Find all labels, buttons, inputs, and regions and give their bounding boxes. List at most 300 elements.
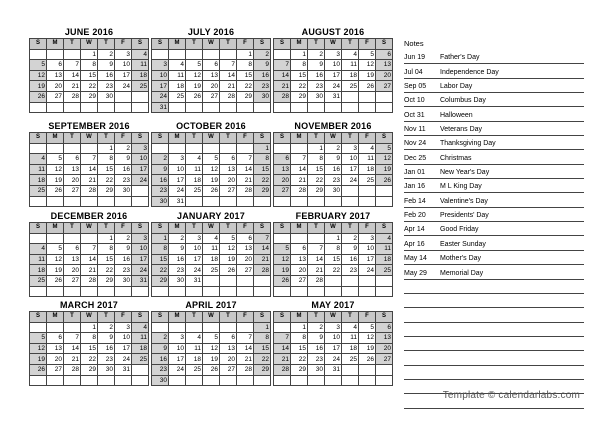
day-cell: 4 [169, 60, 186, 71]
empty-cell [152, 322, 169, 333]
day-cell: 13 [220, 343, 237, 354]
day-cell: 8 [254, 154, 271, 165]
day-cell: 19 [274, 265, 291, 276]
day-cell: 23 [152, 364, 169, 375]
day-cell: 30 [169, 275, 186, 286]
holiday-name: Valentine's Day [440, 197, 488, 205]
day-cell: 3 [169, 333, 186, 344]
day-cell: 4 [203, 233, 220, 244]
day-cell: 26 [30, 364, 47, 375]
day-cell: 21 [237, 354, 254, 365]
weekday-header: S [376, 133, 393, 144]
empty-cell [308, 196, 325, 207]
holiday-date: Nov 24 [404, 140, 427, 148]
week-row [152, 185, 271, 196]
weekday-header: T [342, 223, 359, 234]
day-cell: 18 [342, 343, 359, 354]
day-cell: 24 [115, 81, 132, 92]
day-cell: 19 [47, 265, 64, 276]
day-cell: 7 [64, 333, 81, 344]
empty-cell [186, 143, 203, 154]
day-cell: 8 [98, 244, 115, 255]
day-cell: 29 [291, 364, 308, 375]
weekday-header: S [30, 39, 47, 50]
weekday-header: T [98, 133, 115, 144]
day-cell: 23 [342, 265, 359, 276]
day-cell: 25 [30, 185, 47, 196]
day-cell: 4 [186, 333, 203, 344]
day-cell: 29 [81, 91, 98, 102]
empty-cell [47, 375, 64, 386]
weekday-header: M [47, 223, 64, 234]
month-calendar [29, 211, 149, 297]
empty-cell [376, 102, 393, 113]
empty-cell [308, 102, 325, 113]
week-row [152, 275, 271, 286]
weekday-header: M [169, 133, 186, 144]
day-cell: 3 [132, 143, 149, 154]
day-cell: 15 [308, 164, 325, 175]
day-cell: 8 [291, 60, 308, 71]
day-cell: 8 [291, 333, 308, 344]
holiday-date: Jun 19 [404, 54, 426, 62]
day-cell: 24 [325, 81, 342, 92]
holiday-date: May 29 [404, 269, 427, 277]
empty-cell [376, 185, 393, 196]
week-row [30, 333, 149, 344]
weekday-header: F [359, 133, 376, 144]
holiday-row [404, 251, 584, 265]
empty-cell [203, 102, 220, 113]
holiday-date: May 14 [404, 255, 427, 263]
day-cell: 1 [98, 143, 115, 154]
day-cell: 8 [325, 244, 342, 255]
weekday-header-row [30, 223, 149, 234]
day-cell: 13 [274, 164, 291, 175]
empty-cell [169, 286, 186, 297]
week-row [30, 265, 149, 276]
day-cell: 5 [359, 49, 376, 60]
week-row [152, 175, 271, 186]
week-row [152, 60, 271, 71]
week-row [274, 143, 393, 154]
day-cell: 17 [152, 81, 169, 92]
weekday-header: S [254, 223, 271, 234]
weekday-header: S [152, 133, 169, 144]
day-cell: 6 [47, 333, 64, 344]
day-cell: 17 [132, 254, 149, 265]
day-cell: 14 [220, 70, 237, 81]
weekday-header: S [132, 223, 149, 234]
day-cell: 14 [64, 70, 81, 81]
weekday-header: S [254, 312, 271, 323]
day-cell: 12 [220, 244, 237, 255]
day-cell: 20 [376, 70, 393, 81]
day-cell: 11 [132, 60, 149, 71]
day-cell: 21 [220, 81, 237, 92]
week-row [152, 265, 271, 276]
day-cell: 22 [254, 175, 271, 186]
day-cell: 16 [152, 175, 169, 186]
month-table [151, 311, 271, 386]
blank-note-line [404, 294, 584, 308]
week-row [152, 354, 271, 365]
day-cell: 8 [308, 154, 325, 165]
day-cell: 24 [342, 175, 359, 186]
day-cell: 30 [98, 364, 115, 375]
day-cell: 11 [342, 60, 359, 71]
weekday-header: W [325, 133, 342, 144]
weekday-header: F [237, 39, 254, 50]
day-cell: 27 [274, 185, 291, 196]
day-cell: 2 [115, 233, 132, 244]
day-cell: 20 [237, 254, 254, 265]
weekday-header: S [274, 312, 291, 323]
holiday-name: Christmas [440, 154, 472, 162]
blank-note-line [404, 323, 584, 337]
empty-cell [376, 91, 393, 102]
day-cell: 22 [291, 354, 308, 365]
day-cell: 26 [47, 185, 64, 196]
day-cell: 23 [98, 81, 115, 92]
weekday-header: T [308, 312, 325, 323]
week-row [274, 233, 393, 244]
day-cell: 11 [342, 333, 359, 344]
day-cell: 26 [186, 91, 203, 102]
day-cell: 14 [308, 254, 325, 265]
empty-cell [342, 185, 359, 196]
day-cell: 9 [152, 343, 169, 354]
day-cell: 15 [291, 70, 308, 81]
day-cell: 7 [237, 333, 254, 344]
weekday-header: S [30, 312, 47, 323]
weekday-header: M [291, 133, 308, 144]
empty-cell [203, 322, 220, 333]
day-cell: 30 [115, 275, 132, 286]
day-cell: 16 [308, 70, 325, 81]
empty-cell [237, 102, 254, 113]
weekday-header: W [81, 133, 98, 144]
day-cell: 28 [274, 91, 291, 102]
day-cell: 25 [186, 185, 203, 196]
empty-cell [308, 286, 325, 297]
day-cell: 12 [376, 154, 393, 165]
day-cell: 19 [220, 254, 237, 265]
day-cell: 22 [254, 354, 271, 365]
day-cell: 21 [237, 175, 254, 186]
weekday-header: T [220, 312, 237, 323]
weekday-header: S [132, 312, 149, 323]
day-cell: 14 [237, 164, 254, 175]
weekday-header: F [115, 133, 132, 144]
day-cell: 24 [325, 354, 342, 365]
day-cell: 30 [98, 91, 115, 102]
day-cell: 22 [308, 175, 325, 186]
holiday-row [404, 165, 584, 179]
empty-cell [30, 143, 47, 154]
day-cell: 12 [30, 343, 47, 354]
empty-cell [254, 275, 271, 286]
day-cell: 10 [169, 164, 186, 175]
day-cell: 23 [152, 185, 169, 196]
day-cell: 13 [291, 254, 308, 265]
empty-cell [220, 286, 237, 297]
day-cell: 1 [325, 233, 342, 244]
day-cell: 26 [30, 91, 47, 102]
day-cell: 28 [220, 91, 237, 102]
empty-cell [64, 196, 81, 207]
week-row [274, 175, 393, 186]
day-cell: 23 [254, 81, 271, 92]
month-table [273, 132, 393, 207]
day-cell: 10 [325, 333, 342, 344]
day-cell: 1 [98, 233, 115, 244]
empty-cell [81, 143, 98, 154]
weekday-header-row [30, 39, 149, 50]
empty-cell [274, 375, 291, 386]
empty-cell [47, 143, 64, 154]
day-cell: 3 [152, 60, 169, 71]
day-cell: 13 [376, 60, 393, 71]
day-cell: 15 [325, 254, 342, 265]
day-cell: 17 [325, 343, 342, 354]
day-cell: 26 [47, 275, 64, 286]
month-table [273, 38, 393, 113]
week-row [274, 164, 393, 175]
month-title: FEBRUARY 2017 [295, 211, 371, 221]
empty-cell [308, 375, 325, 386]
notes-panel [404, 38, 584, 409]
empty-cell [186, 322, 203, 333]
weekday-header-row [152, 223, 271, 234]
day-cell: 26 [359, 81, 376, 92]
day-cell: 6 [220, 154, 237, 165]
weekday-header: T [98, 39, 115, 50]
empty-cell [115, 196, 132, 207]
day-cell: 21 [274, 81, 291, 92]
day-cell: 23 [169, 265, 186, 276]
day-cell: 25 [132, 354, 149, 365]
month-title: AUGUST 2016 [301, 27, 365, 37]
day-cell: 11 [30, 254, 47, 265]
day-cell: 21 [308, 265, 325, 276]
day-cell: 12 [30, 70, 47, 81]
empty-cell [98, 102, 115, 113]
empty-cell [325, 375, 342, 386]
week-row [30, 60, 149, 71]
day-cell: 21 [64, 354, 81, 365]
day-cell: 15 [237, 70, 254, 81]
weekday-header: F [237, 312, 254, 323]
weekday-header: T [308, 39, 325, 50]
empty-cell [98, 196, 115, 207]
day-cell: 24 [169, 185, 186, 196]
day-cell: 12 [359, 333, 376, 344]
day-cell: 2 [115, 143, 132, 154]
day-cell: 29 [237, 91, 254, 102]
holiday-name: Easter Sunday [440, 240, 486, 248]
day-cell: 25 [342, 81, 359, 92]
empty-cell [237, 143, 254, 154]
week-row [274, 244, 393, 255]
day-cell: 8 [81, 60, 98, 71]
day-cell: 27 [47, 364, 64, 375]
empty-cell [254, 286, 271, 297]
empty-cell [342, 196, 359, 207]
day-cell: 30 [308, 364, 325, 375]
day-cell: 5 [220, 233, 237, 244]
weekday-header-row [152, 133, 271, 144]
empty-cell [169, 143, 186, 154]
holiday-row [404, 50, 584, 64]
day-cell: 28 [237, 364, 254, 375]
weekday-header: W [81, 223, 98, 234]
day-cell: 19 [30, 354, 47, 365]
day-cell: 17 [325, 70, 342, 81]
weekday-header: T [342, 312, 359, 323]
month-title: JANUARY 2017 [177, 211, 245, 221]
day-cell: 17 [132, 164, 149, 175]
weekday-header: W [325, 39, 342, 50]
empty-cell [186, 196, 203, 207]
empty-cell [342, 364, 359, 375]
holiday-date: Sep 05 [404, 83, 427, 91]
month-calendar [151, 300, 271, 386]
empty-cell [169, 49, 186, 60]
weekday-header: M [47, 39, 64, 50]
week-row [274, 343, 393, 354]
weekday-header: M [169, 223, 186, 234]
day-cell: 22 [291, 81, 308, 92]
week-row [152, 91, 271, 102]
day-cell: 22 [325, 265, 342, 276]
holiday-date: Jan 01 [404, 169, 426, 177]
day-cell: 5 [30, 333, 47, 344]
day-cell: 2 [308, 322, 325, 333]
week-row [274, 286, 393, 297]
empty-cell [132, 364, 149, 375]
week-row [30, 275, 149, 286]
weekday-header: S [274, 133, 291, 144]
empty-cell [220, 275, 237, 286]
day-cell: 15 [152, 254, 169, 265]
day-cell: 19 [186, 81, 203, 92]
day-cell: 7 [274, 60, 291, 71]
day-cell: 25 [376, 265, 393, 276]
day-cell: 29 [308, 185, 325, 196]
month-calendar [273, 300, 393, 386]
weekday-header: T [308, 133, 325, 144]
day-cell: 15 [98, 164, 115, 175]
empty-cell [47, 233, 64, 244]
day-cell: 28 [81, 275, 98, 286]
day-cell: 19 [30, 81, 47, 92]
day-cell: 20 [274, 175, 291, 186]
day-cell: 16 [115, 164, 132, 175]
weekday-header: S [254, 133, 271, 144]
weekday-header: T [220, 223, 237, 234]
day-cell: 27 [291, 275, 308, 286]
empty-cell [152, 286, 169, 297]
day-cell: 21 [81, 175, 98, 186]
week-row [30, 102, 149, 113]
week-row [274, 196, 393, 207]
empty-cell [81, 286, 98, 297]
day-cell: 18 [30, 175, 47, 186]
weekday-header: T [64, 133, 81, 144]
weekday-header: F [359, 312, 376, 323]
week-row [274, 49, 393, 60]
holiday-row [404, 150, 584, 164]
holiday-date: Oct 31 [404, 111, 425, 119]
day-cell: 23 [308, 81, 325, 92]
empty-cell [47, 286, 64, 297]
day-cell: 5 [203, 154, 220, 165]
day-cell: 4 [342, 322, 359, 333]
day-cell: 5 [274, 244, 291, 255]
empty-cell [376, 275, 393, 286]
day-cell: 15 [254, 164, 271, 175]
week-row [274, 333, 393, 344]
day-cell: 1 [152, 233, 169, 244]
weekday-header: T [220, 39, 237, 50]
week-row [30, 70, 149, 81]
holiday-name: Mother's Day [440, 255, 482, 263]
weekday-header: S [274, 223, 291, 234]
holiday-row [404, 265, 584, 279]
day-cell: 10 [115, 60, 132, 71]
day-cell: 2 [169, 233, 186, 244]
holiday-name: Halloween [440, 111, 473, 119]
day-cell: 24 [132, 175, 149, 186]
day-cell: 21 [254, 254, 271, 265]
month-table [29, 222, 149, 297]
day-cell: 22 [98, 175, 115, 186]
month-title: NOVEMBER 2016 [294, 121, 372, 131]
day-cell: 16 [254, 70, 271, 81]
day-cell: 9 [325, 154, 342, 165]
empty-cell [254, 375, 271, 386]
week-row [30, 91, 149, 102]
empty-cell [81, 375, 98, 386]
day-cell: 6 [274, 154, 291, 165]
week-row [274, 91, 393, 102]
holiday-name: Columbus Day [440, 97, 486, 105]
holiday-row [404, 193, 584, 207]
day-cell: 20 [203, 81, 220, 92]
day-cell: 22 [152, 265, 169, 276]
holiday-name: M L King Day [440, 183, 482, 191]
empty-cell [237, 375, 254, 386]
week-row [152, 70, 271, 81]
empty-cell [203, 143, 220, 154]
day-cell: 11 [359, 154, 376, 165]
empty-cell [274, 286, 291, 297]
empty-cell [325, 286, 342, 297]
day-cell: 26 [359, 354, 376, 365]
day-cell: 6 [376, 49, 393, 60]
holiday-name: Presidents' Day [440, 212, 489, 220]
empty-cell [254, 196, 271, 207]
holiday-row [404, 136, 584, 150]
empty-cell [132, 102, 149, 113]
day-cell: 6 [47, 60, 64, 71]
month-title: SEPTEMBER 2016 [48, 121, 130, 131]
day-cell: 23 [325, 175, 342, 186]
weekday-header: S [376, 223, 393, 234]
day-cell: 12 [186, 70, 203, 81]
day-cell: 9 [115, 154, 132, 165]
